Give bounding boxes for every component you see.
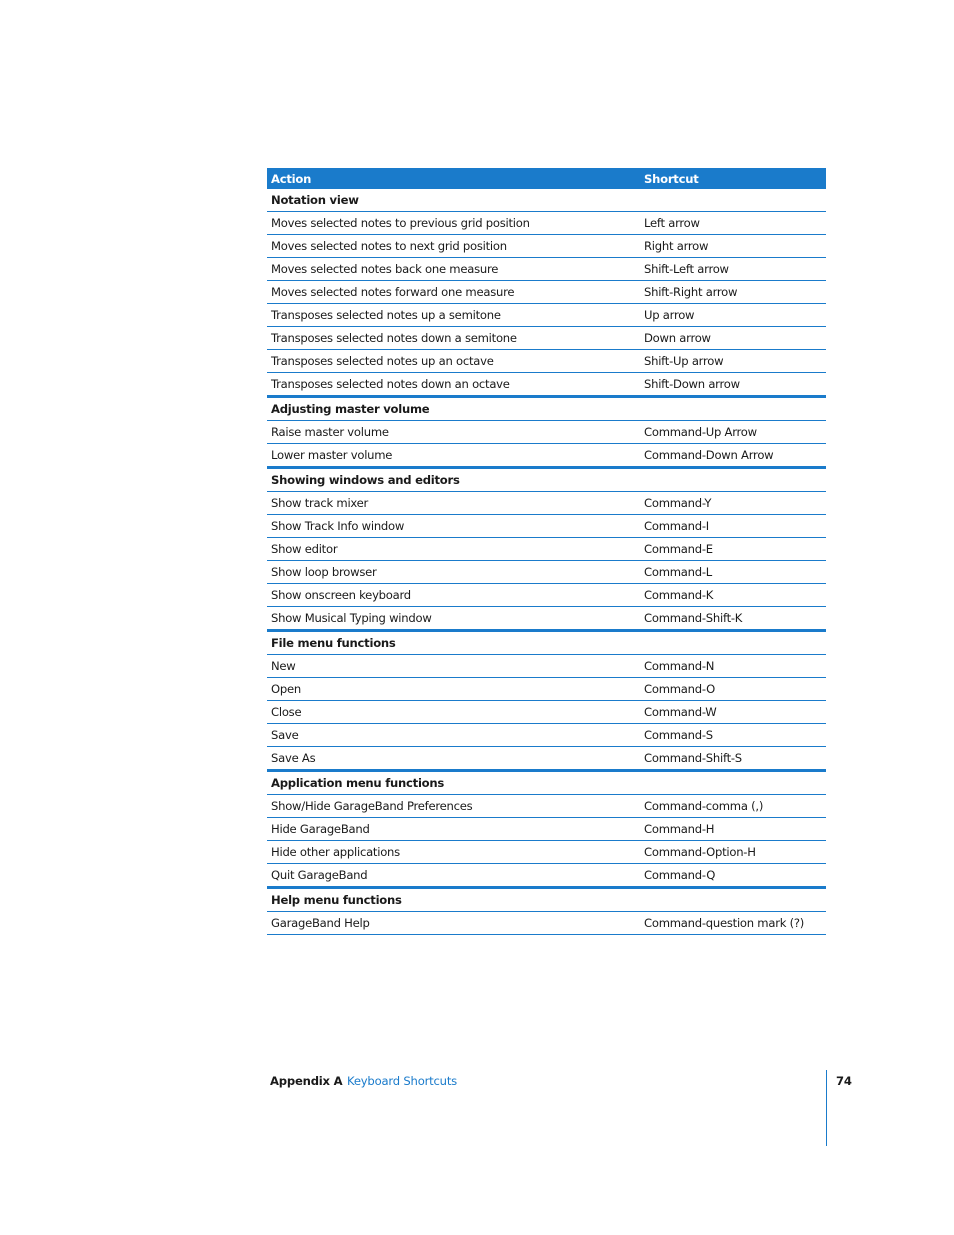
section-header-row — [267, 771, 826, 795]
action-column-header: Action — [267, 168, 640, 189]
shortcut-cell: Command-Q — [640, 864, 826, 888]
action-cell: Quit GarageBand — [267, 864, 640, 888]
action-cell: Show editor — [267, 538, 640, 561]
table-body — [267, 189, 826, 935]
footer-chapter-label: Appendix A — [270, 1074, 343, 1088]
section-title-spacer — [640, 771, 826, 795]
action-cell: Show Track Info window — [267, 515, 640, 538]
shortcut-cell: Command-N — [640, 655, 826, 678]
table-row — [267, 912, 826, 935]
table-row — [267, 350, 826, 373]
table-row — [267, 538, 826, 561]
section-title-spacer — [640, 189, 826, 212]
table-row — [267, 655, 826, 678]
action-cell: Transposes selected notes up a semitone — [267, 304, 640, 327]
table-row — [267, 492, 826, 515]
page-number: 74 — [836, 1074, 852, 1088]
shortcut-cell: Shift-Up arrow — [640, 350, 826, 373]
action-cell: Moves selected notes forward one measure — [267, 281, 640, 304]
shortcut-cell: Command-H — [640, 818, 826, 841]
table-row — [267, 724, 826, 747]
table-row — [267, 561, 826, 584]
shortcut-cell: Command-K — [640, 584, 826, 607]
section-header-row — [267, 631, 826, 655]
section-title-spacer — [640, 468, 826, 492]
action-cell: Transposes selected notes down a semitone — [267, 327, 640, 350]
table-row — [267, 841, 826, 864]
action-cell: Moves selected notes back one measure — [267, 258, 640, 281]
table-row — [267, 795, 826, 818]
action-cell: New — [267, 655, 640, 678]
table-row — [267, 235, 826, 258]
shortcut-cell: Command-W — [640, 701, 826, 724]
shortcut-cell: Left arrow — [640, 212, 826, 235]
action-cell: Open — [267, 678, 640, 701]
shortcut-column-header: Shortcut — [640, 168, 826, 189]
shortcut-cell: Command-Down Arrow — [640, 444, 826, 468]
shortcut-cell: Shift-Down arrow — [640, 373, 826, 397]
action-cell: Moves selected notes to next grid position — [267, 235, 640, 258]
action-cell: GarageBand Help — [267, 912, 640, 935]
shortcut-cell: Command-comma (,) — [640, 795, 826, 818]
shortcut-cell: Command-Shift-K — [640, 607, 826, 631]
action-cell: Save As — [267, 747, 640, 771]
action-cell: Transposes selected notes up an octave — [267, 350, 640, 373]
section-title-spacer — [640, 631, 826, 655]
shortcut-cell: Shift-Left arrow — [640, 258, 826, 281]
action-cell: Show/Hide GarageBand Preferences — [267, 795, 640, 818]
table-row — [267, 258, 826, 281]
action-cell: Show track mixer — [267, 492, 640, 515]
action-cell: Save — [267, 724, 640, 747]
section-title-spacer — [640, 397, 826, 421]
shortcut-cell: Up arrow — [640, 304, 826, 327]
keyboard-shortcuts-table — [267, 168, 826, 935]
shortcut-cell: Command-I — [640, 515, 826, 538]
action-cell: Moves selected notes to previous grid position — [267, 212, 640, 235]
action-cell: Hide GarageBand — [267, 818, 640, 841]
section-header-row — [267, 468, 826, 492]
action-cell: Lower master volume — [267, 444, 640, 468]
shortcut-cell: Right arrow — [640, 235, 826, 258]
table-row — [267, 607, 826, 631]
shortcut-cell: Command-Option-H — [640, 841, 826, 864]
shortcut-cell: Command-S — [640, 724, 826, 747]
table-row — [267, 421, 826, 444]
action-cell: Show onscreen keyboard — [267, 584, 640, 607]
section-title: Adjusting master volume — [267, 397, 640, 421]
table-row — [267, 327, 826, 350]
section-title: Application menu functions — [267, 771, 640, 795]
table-row — [267, 515, 826, 538]
table-row — [267, 818, 826, 841]
table-row — [267, 212, 826, 235]
table-row — [267, 864, 826, 888]
action-cell: Hide other applications — [267, 841, 640, 864]
shortcut-cell: Shift-Right arrow — [640, 281, 826, 304]
action-cell: Close — [267, 701, 640, 724]
table-row — [267, 304, 826, 327]
section-header-row — [267, 888, 826, 912]
table-row — [267, 444, 826, 468]
action-cell: Show Musical Typing window — [267, 607, 640, 631]
section-title: Help menu functions — [267, 888, 640, 912]
section-title-spacer — [640, 888, 826, 912]
table-row — [267, 281, 826, 304]
table-row — [267, 373, 826, 397]
shortcut-cell: Command-O — [640, 678, 826, 701]
shortcut-cell: Command-E — [640, 538, 826, 561]
action-cell: Transposes selected notes down an octave — [267, 373, 640, 397]
shortcut-cell: Command-question mark (?) — [640, 912, 826, 935]
shortcut-cell: Command-Y — [640, 492, 826, 515]
shortcut-cell: Command-L — [640, 561, 826, 584]
table-row — [267, 701, 826, 724]
section-header-row — [267, 189, 826, 212]
footer-divider — [826, 1070, 827, 1146]
table-row — [267, 584, 826, 607]
shortcut-cell: Command-Shift-S — [640, 747, 826, 771]
shortcut-cell: Command-Up Arrow — [640, 421, 826, 444]
shortcut-cell: Down arrow — [640, 327, 826, 350]
section-title: File menu functions — [267, 631, 640, 655]
action-cell: Show loop browser — [267, 561, 640, 584]
section-title: Notation view — [267, 189, 640, 212]
action-cell: Raise master volume — [267, 421, 640, 444]
section-header-row — [267, 397, 826, 421]
table-row — [267, 747, 826, 771]
table-header-row — [267, 168, 826, 189]
footer-chapter-title: Keyboard Shortcuts — [347, 1074, 458, 1088]
section-title: Showing windows and editors — [267, 468, 640, 492]
table-row — [267, 678, 826, 701]
